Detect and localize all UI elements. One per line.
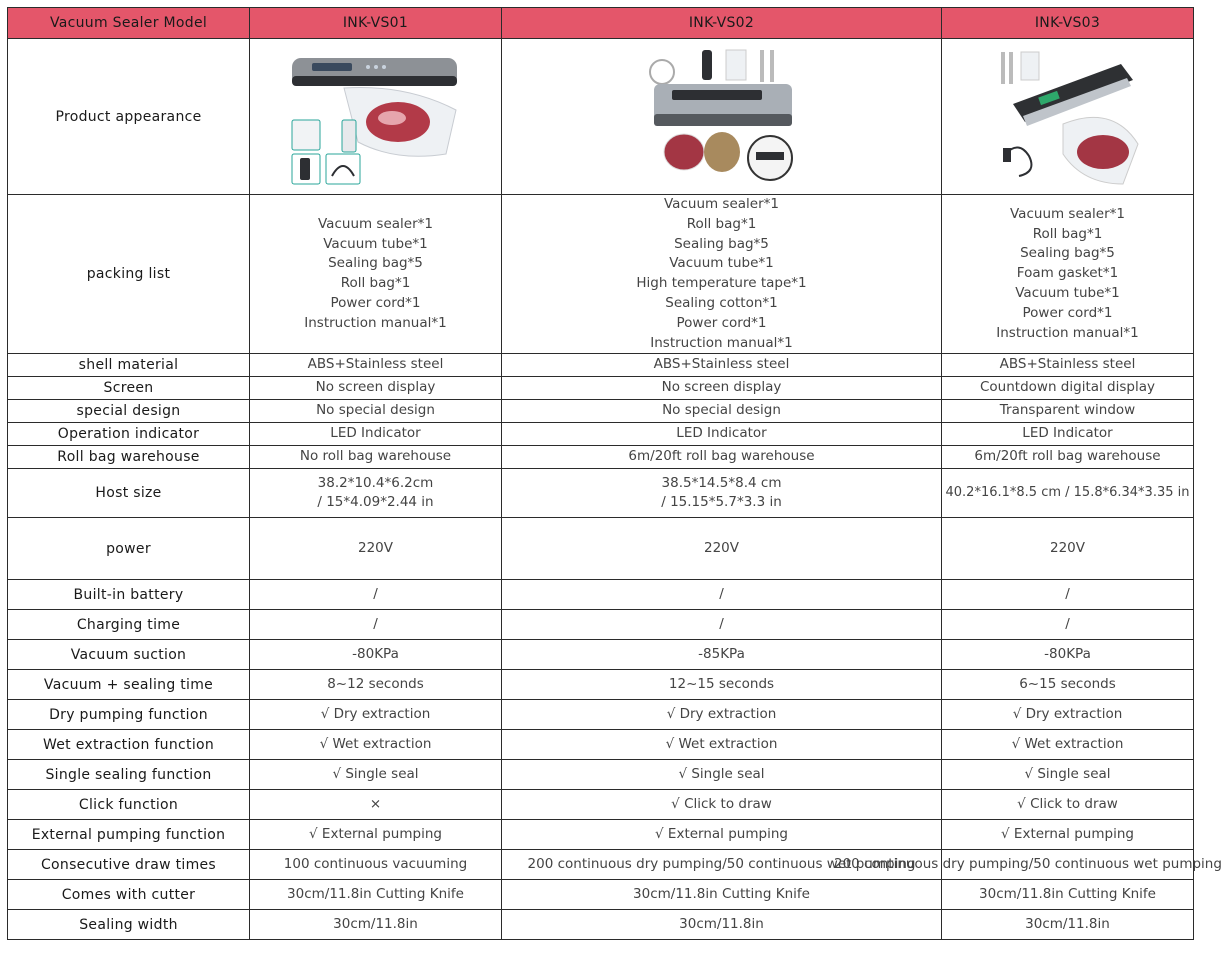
cell-vs02: -85KPa <box>502 640 942 670</box>
table-row <box>8 700 1194 730</box>
row-label: shell material <box>8 354 250 377</box>
list-item: Sealing bag*5 <box>328 255 423 272</box>
table-row <box>8 377 1194 400</box>
packing-row <box>8 195 1194 354</box>
cell-vs02: LED Indicator <box>502 423 942 446</box>
cell-vs02: No special design <box>502 400 942 423</box>
cell-vs02: ABS+Stainless steel <box>502 354 942 377</box>
list-item: Sealing bag*5 <box>1020 245 1115 262</box>
cell-vs01: 100 continuous vacuuming <box>250 850 502 880</box>
cell-vs02: √ External pumping <box>502 820 942 850</box>
row-label: Wet extraction function <box>8 730 250 760</box>
list-item: Roll bag*1 <box>1032 225 1103 242</box>
host-size-row <box>8 469 1194 518</box>
cell-vs01: √ Wet extraction <box>250 730 502 760</box>
cell-vs03: Transparent window <box>942 400 1194 423</box>
cell-vs03: LED Indicator <box>942 423 1194 446</box>
cell-vs02: 200 continuous dry pumping/50 continuous wet pumping <box>502 850 942 880</box>
header-model-label: Vacuum Sealer Model <box>8 8 250 39</box>
table-row <box>8 880 1194 910</box>
row-label: power <box>8 518 250 580</box>
host-size-line: 38.2*10.4*6.2cm <box>317 474 434 491</box>
host-size-line: / 15.15*5.7*3.3 in <box>661 494 782 511</box>
list-item: Vacuum tube*1 <box>669 255 774 272</box>
cell-vs03: -80KPa <box>942 640 1194 670</box>
cell-vs01: ABS+Stainless steel <box>250 354 502 377</box>
cell-vs02: 220V <box>502 518 942 580</box>
cell-vs02 <box>502 469 942 518</box>
cell-vs02: √ Dry extraction <box>502 700 942 730</box>
row-label: Host size <box>8 469 250 518</box>
row-label: Roll bag warehouse <box>8 446 250 469</box>
cell-vs01: No roll bag warehouse <box>250 446 502 469</box>
list-item: Instruction manual*1 <box>650 334 793 351</box>
cell-vs02: √ Single seal <box>502 760 942 790</box>
list-item: Instruction manual*1 <box>996 324 1139 341</box>
row-label: Charging time <box>8 610 250 640</box>
list-item: Roll bag*1 <box>686 215 757 232</box>
row-label: packing list <box>8 195 250 354</box>
cell-vs03: / <box>942 580 1194 610</box>
table-row <box>8 730 1194 760</box>
table-row <box>8 820 1194 850</box>
row-label: Sealing width <box>8 910 250 940</box>
cell-vs03: 6~15 seconds <box>942 670 1194 700</box>
cell-vs01: √ External pumping <box>250 820 502 850</box>
cell-vs03: √ Single seal <box>942 760 1194 790</box>
table-row <box>8 610 1194 640</box>
list-item: High temperature tape*1 <box>636 275 807 292</box>
cell-vs01 <box>250 469 502 518</box>
list-item: Sealing cotton*1 <box>665 294 778 311</box>
table-row <box>8 446 1194 469</box>
cell-vs02: 30cm/11.8in Cutting Knife <box>502 880 942 910</box>
table-row <box>8 423 1194 446</box>
cell-vs01: / <box>250 580 502 610</box>
cell-vs02: / <box>502 610 942 640</box>
cell-vs03: √ Dry extraction <box>942 700 1194 730</box>
cell-vs02: No screen display <box>502 377 942 400</box>
cell-vs01: No special design <box>250 400 502 423</box>
table-row <box>8 640 1194 670</box>
row-label: special design <box>8 400 250 423</box>
cell-vs02: 6m/20ft roll bag warehouse <box>502 446 942 469</box>
row-label: External pumping function <box>8 820 250 850</box>
list-item: Sealing bag*5 <box>674 235 769 252</box>
comparison-table <box>7 7 1222 940</box>
product-image-vs02 <box>502 39 942 195</box>
cell-vs01: 8~12 seconds <box>250 670 502 700</box>
list-item: Vacuum sealer*1 <box>1010 205 1125 222</box>
list-item: Foam gasket*1 <box>1016 265 1119 282</box>
table-row <box>8 670 1194 700</box>
cell-vs03: / <box>942 610 1194 640</box>
row-label: Product appearance <box>8 39 250 195</box>
cell-vs03: √ External pumping <box>942 820 1194 850</box>
table-row <box>8 354 1194 377</box>
list-item: Vacuum tube*1 <box>1015 285 1120 302</box>
table-row <box>8 400 1194 423</box>
row-label: Screen <box>8 377 250 400</box>
packing-list-vs03 <box>942 195 1194 354</box>
table-row <box>8 850 1194 880</box>
cell-vs01: No screen display <box>250 377 502 400</box>
cell-vs01: × <box>250 790 502 820</box>
row-label: Consecutive draw times <box>8 850 250 880</box>
cell-vs02: √ Click to draw <box>502 790 942 820</box>
row-label: Single sealing function <box>8 760 250 790</box>
cell-vs01: √ Single seal <box>250 760 502 790</box>
cell-vs01: 30cm/11.8in <box>250 910 502 940</box>
table-row <box>8 910 1194 940</box>
cell-vs01: -80KPa <box>250 640 502 670</box>
cell-vs03 <box>834 850 1222 880</box>
list-item: Power cord*1 <box>1022 304 1113 321</box>
cell-vs03: 220V <box>942 518 1194 580</box>
cell-vs03: 6m/20ft roll bag warehouse <box>942 446 1194 469</box>
table-row <box>8 580 1194 610</box>
header-vs01: INK-VS01 <box>250 8 502 39</box>
row-label: Vacuum suction <box>8 640 250 670</box>
header-vs02: INK-VS02 <box>502 8 942 39</box>
header-row <box>8 8 1194 39</box>
cell-vs01: LED Indicator <box>250 423 502 446</box>
cell-vs03: 30cm/11.8in <box>942 910 1194 940</box>
packing-list-vs01 <box>250 195 502 354</box>
list-item: Vacuum tube*1 <box>323 235 428 252</box>
list-item: Power cord*1 <box>676 314 767 331</box>
cell-vs01: / <box>250 610 502 640</box>
list-item: Instruction manual*1 <box>304 314 447 331</box>
cell-vs03: √ Wet extraction <box>942 730 1194 760</box>
list-item: Roll bag*1 <box>340 275 411 292</box>
product-image-vs03 <box>942 39 1194 195</box>
cell-vs03: 40.2*16.1*8.5 cm / 15.8*6.34*3.35 in <box>942 469 1194 518</box>
row-label: Vacuum + sealing time <box>8 670 250 700</box>
header-vs03: INK-VS03 <box>942 8 1194 39</box>
cell-vs02: 30cm/11.8in <box>502 910 942 940</box>
cell-vs01: 220V <box>250 518 502 580</box>
power-row <box>8 518 1194 580</box>
cell-vs02: 12~15 seconds <box>502 670 942 700</box>
consecutive-draw-text: 200 continuous dry pumping/50 continuous wet pumping <box>834 855 1222 872</box>
list-item: Power cord*1 <box>330 294 421 311</box>
appearance-row <box>8 39 1194 195</box>
row-label: Operation indicator <box>8 423 250 446</box>
packing-list-vs02 <box>502 195 942 354</box>
list-item: Vacuum sealer*1 <box>664 196 779 212</box>
cell-vs03: ABS+Stainless steel <box>942 354 1194 377</box>
table-row <box>8 790 1194 820</box>
row-label: Built-in battery <box>8 580 250 610</box>
table-row <box>8 760 1194 790</box>
cell-vs03: √ Click to draw <box>942 790 1194 820</box>
row-label: Dry pumping function <box>8 700 250 730</box>
cell-vs02: / <box>502 580 942 610</box>
host-size-line: 38.5*14.5*8.4 cm <box>661 474 782 491</box>
cell-vs03: 30cm/11.8in Cutting Knife <box>942 880 1194 910</box>
product-image-vs01 <box>250 39 502 195</box>
row-label: Comes with cutter <box>8 880 250 910</box>
list-item: Vacuum sealer*1 <box>318 215 433 232</box>
cell-vs02: √ Wet extraction <box>502 730 942 760</box>
cell-vs01: √ Dry extraction <box>250 700 502 730</box>
host-size-line: / 15*4.09*2.44 in <box>317 494 434 511</box>
row-label: Click function <box>8 790 250 820</box>
cell-vs03: Countdown digital display <box>942 377 1194 400</box>
cell-vs01: 30cm/11.8in Cutting Knife <box>250 880 502 910</box>
